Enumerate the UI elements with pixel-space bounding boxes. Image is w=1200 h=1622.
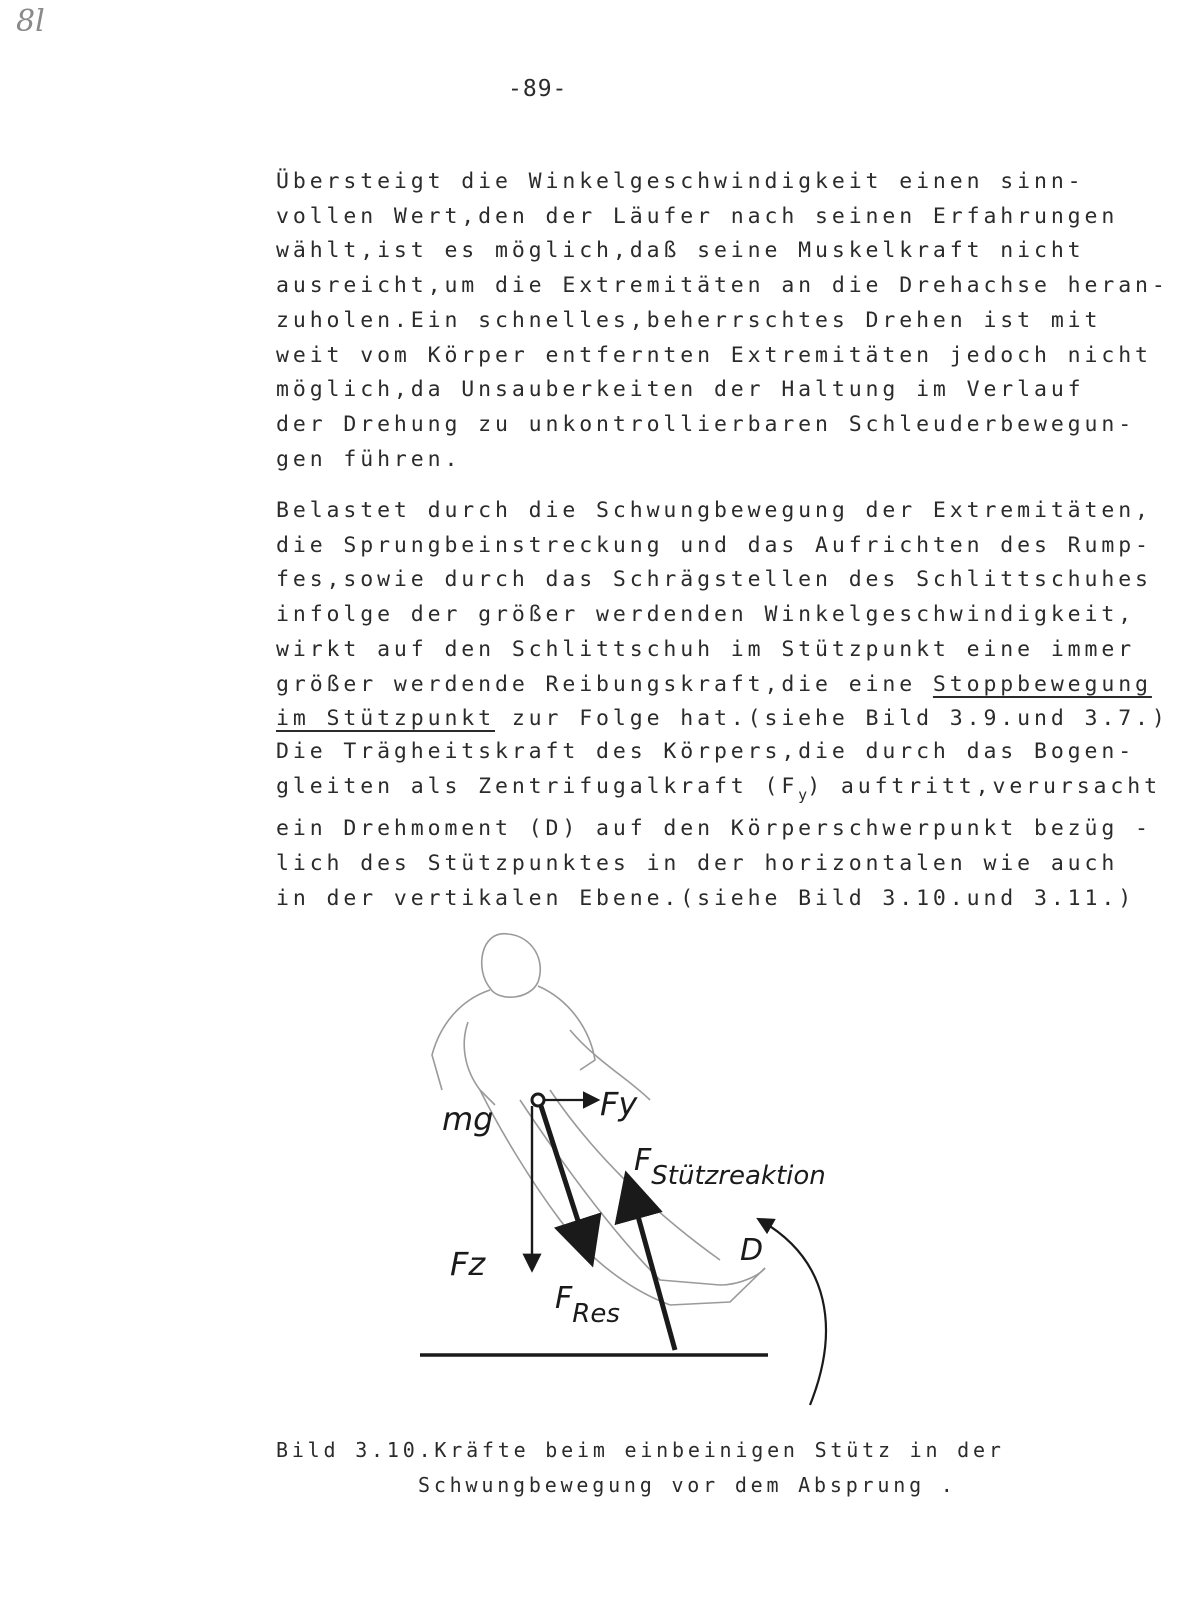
label-fres-sub: Res bbox=[572, 1299, 620, 1329]
text-line bbox=[276, 770, 1161, 813]
text-line: Die Trägheitskraft des Körpers,die durch das Bogen- bbox=[276, 739, 1136, 764]
label-fstuetz-sub: Stützreaktion bbox=[651, 1161, 826, 1191]
text-line bbox=[276, 702, 1169, 737]
label-mg: mg bbox=[442, 1100, 494, 1138]
underlined-term: Stoppbewegung bbox=[932, 671, 1152, 697]
label-fy: Fy bbox=[600, 1085, 638, 1123]
text-line: wirkt auf den Schlittschuh im Stützpunkt eine immer bbox=[276, 636, 1136, 662]
text-line: möglich,da Unsauberkeiten der Haltung im Verlauf bbox=[276, 377, 1085, 403]
text-line: ein Drehmoment (D) auf den Körperschwerpunkt bezüg - bbox=[276, 816, 1152, 842]
underlined-term: im Stützpunkt bbox=[276, 706, 495, 732]
text-line: infolge der größer werdenden Winkelgeschwindigkeit, bbox=[276, 602, 1136, 628]
text-line: vollen Wert,den der Läufer nach seinen Erfahrungen bbox=[276, 203, 1119, 229]
text-line bbox=[276, 668, 1152, 703]
text-segment: größer werdende Reibungskraft,die eine bbox=[276, 671, 933, 697]
text-segment: ) auftritt,verursacht bbox=[807, 773, 1161, 799]
text-line: der Drehung zu unkontrollierbaren Schleuderbewegun- bbox=[276, 411, 1136, 437]
text-line: ausreicht,um die Extremitäten an die Drehachse heran- bbox=[276, 273, 1169, 299]
text-line: Belastet durch die Schwungbewegung der Extremitäten, bbox=[276, 498, 1152, 523]
text-line: Übersteigt die Winkelgeschwindigkeit einen sinn- bbox=[276, 169, 1085, 194]
label-fres-main: F bbox=[555, 1281, 573, 1316]
text-line: lich des Stützpunktes in der horizontalen wie auch bbox=[276, 851, 1119, 877]
paragraph-2 bbox=[276, 494, 1169, 737]
label-fstuetz bbox=[634, 1143, 826, 1191]
label-d: D bbox=[740, 1233, 764, 1268]
text-line: weit vom Körper entfernten Extremitäten jedoch nicht bbox=[276, 342, 1152, 368]
moment-d-arrow bbox=[760, 1220, 826, 1405]
text-line: die Sprungbeinstreckung und das Aufrichten des Rump- bbox=[276, 532, 1152, 558]
margin-note: 8l bbox=[16, 4, 45, 39]
center-of-mass bbox=[532, 1094, 544, 1106]
text-line: gen führen. bbox=[276, 446, 462, 472]
text-line: zuholen.Ein schnelles,beherrschtes Drehen ist mit bbox=[276, 307, 1102, 333]
subscript: y bbox=[798, 785, 808, 804]
paragraph-3 bbox=[276, 735, 1161, 917]
figure-caption-line-1: Bild 3.10.Kräfte beim einbeinigen Stütz in der bbox=[276, 1438, 1005, 1462]
text-line: fes,sowie durch das Schrägstellen des Schlittschuhes bbox=[276, 567, 1152, 593]
label-fres bbox=[555, 1281, 620, 1329]
text-line: wählt,ist es möglich,daß seine Muskelkraft nicht bbox=[276, 238, 1085, 264]
label-fz: Fz bbox=[450, 1245, 486, 1283]
force-diagram bbox=[420, 930, 900, 1430]
text-line: in der vertikalen Ebene.(siehe Bild 3.10.und 3.11.) bbox=[276, 885, 1136, 911]
label-fstuetz-main: F bbox=[634, 1143, 652, 1178]
page-number: -89- bbox=[508, 76, 568, 102]
figure-caption-line-2: Schwungbewegung vor dem Absprung . bbox=[418, 1473, 957, 1497]
text-segment: gleiten als Zentrifugalkraft (F bbox=[276, 773, 799, 799]
force-diagram-figure bbox=[420, 930, 900, 1430]
fres-arrow bbox=[541, 1106, 590, 1258]
paragraph-1 bbox=[276, 165, 1169, 477]
text-segment: zur Folge hat.(siehe Bild 3.9.und 3.7.) bbox=[494, 706, 1169, 732]
